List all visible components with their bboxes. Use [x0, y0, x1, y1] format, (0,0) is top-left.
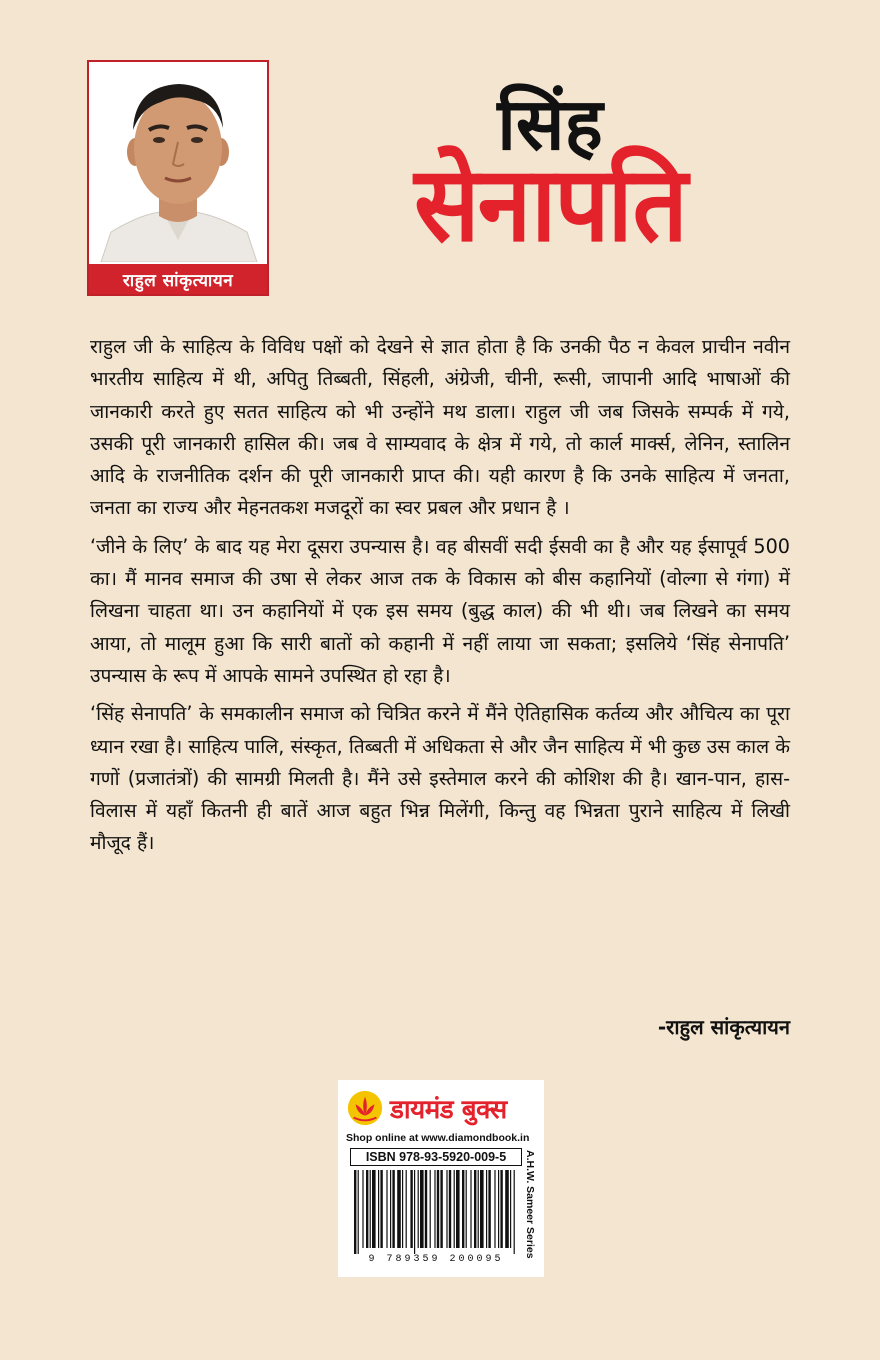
publisher-box: [338, 1080, 544, 1277]
publisher-logo: [346, 1088, 507, 1128]
author-name-banner: राहुल सांकृत्यायन: [89, 264, 267, 294]
series-text: A.H.W. Sameer Series: [524, 1150, 536, 1259]
blurb-paragraph-1: राहुल जी के साहित्य के विविध पक्षों को देखने से ज्ञात होता है कि उनकी पैठ न केवल प्राचीन नवीन भारतीय साहित्य में थी, अपितु तिब्बती, सिंहली, अंग्रेजी, चीनी, रूसी, जापानी आदि भाषाओं की जानकारी करते हुए सतत साहित्य को भी उन्होंने मथ डाला। राहुल जी जब जिसके सम्पर्क में गये, उसकी पूरी जानकारी हासिल की। जब वे साम्यवाद के क्षेत्र में गये, तो कार्ल मार्क्स, लेनिन, स्तालिन आदि के राजनीतिक दर्शन की पूरी जानकारी प्राप्त की। यही कारण है कि उनके साहित्य में जनता, जनता का राज्य और मेहनतकश मजदूरों का स्वर प्रबल और प्रधान है ।: [90, 335, 790, 520]
blurb-text: [90, 331, 790, 866]
lotus-diamond-icon: [346, 1089, 384, 1127]
book-title-line2: सेनापति: [414, 143, 686, 265]
author-signature: -राहुल सांकृत्यायन: [657, 1015, 790, 1039]
blurb-paragraph-3: ‘सिंह सेनापति’ के समकालीन समाज को चित्रित करने में मैंने ऐतिहासिक कर्तव्य और औचित्य का पूरा ध्यान रखा है। साहित्य पालि, संस्कृत, तिब्बती में अधिकता से और जैन साहित्य में भी कुछ उस काल के गणों (प्रजातंत्रों) की सामग्री मिलती है। मैंने उसे इस्तेमाल करने की कोशिश की है। खान-पान, हास-विलास में यहाँ कितनी ही बातें आज बहुत भिन्न मिलेंगी, किन्तु वह भिन्नता पुराने साहित्य में लिखी मौजूद हैं।: [90, 702, 790, 855]
book-title-line1: सिंह: [497, 82, 603, 166]
author-photo-frame: [87, 60, 269, 296]
author-portrait: [91, 64, 265, 262]
barcode: [350, 1170, 522, 1254]
shop-online-line: Shop online at www.diamondbook.in: [346, 1132, 530, 1144]
barcode-digits: 9 789359 200095: [368, 1254, 504, 1265]
publisher-name: डायमंड बुक्स: [390, 1095, 507, 1125]
isbn-label: ISBN 978-93-5920-009-5: [350, 1148, 522, 1166]
series-label: [524, 1150, 540, 1270]
blurb-paragraph-2: ‘जीने के लिए’ के बाद यह मेरा दूसरा उपन्यास है। वह बीसवीं सदी ईसवी का है और यह ईसापूर्व 500 का। मैं मानव समाज की उषा से लेकर आज तक के विकास को बीस कहानियों (वोल्गा से गंगा) में लिखना चाहता था। उन कहानियों में एक इस समय (बुद्ध काल) की भी थी। जब लिखने का समय आया, तो मालूम हुआ कि सारी बातों को कहानी में नहीं लाया जा सकता; इसलिये ‘सिंह सेनापति’ उपन्यास के रूप में आपके सामने उपस्थित हो रहा है।: [90, 534, 790, 687]
